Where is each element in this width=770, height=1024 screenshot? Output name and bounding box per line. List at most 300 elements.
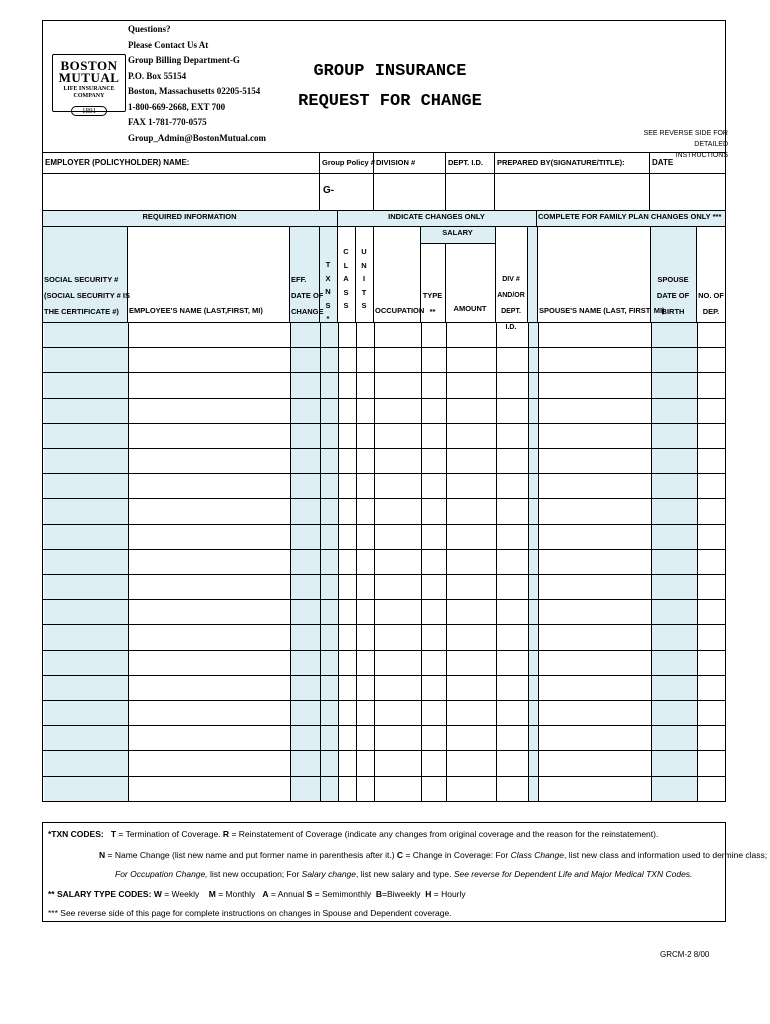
- txn-cell[interactable]: [320, 701, 338, 725]
- div-cell[interactable]: [496, 474, 528, 498]
- dept-field[interactable]: [447, 175, 492, 209]
- table-row: [42, 777, 726, 802]
- col-units: U N I T S: [361, 247, 367, 310]
- spacer-cell: [528, 449, 538, 473]
- employee-name-cell[interactable]: [128, 676, 290, 700]
- spouse-dob-cell[interactable]: [651, 449, 697, 473]
- spouse-name-cell[interactable]: [538, 701, 651, 725]
- footer-txn-line2: N = Name Change (list new name and put former name in parenthesis after it.) C = Change in Coverage: For Class Change, list new class and information used to dermine class;: [99, 850, 768, 860]
- txn-cell[interactable]: [320, 399, 338, 423]
- units-cell[interactable]: [356, 399, 374, 423]
- eff-date-cell[interactable]: [290, 575, 320, 599]
- division-field[interactable]: [375, 175, 443, 209]
- units-cell[interactable]: [356, 525, 374, 549]
- employee-name-cell[interactable]: [128, 701, 290, 725]
- class-cell[interactable]: [338, 550, 356, 574]
- spouse-name-cell[interactable]: [538, 600, 651, 624]
- table-row: [42, 625, 726, 650]
- units-cell[interactable]: [356, 373, 374, 397]
- spouse-dob-cell[interactable]: [651, 373, 697, 397]
- class-cell[interactable]: [338, 474, 356, 498]
- employee-name-cell[interactable]: [128, 777, 290, 801]
- occupation-cell[interactable]: [374, 550, 421, 574]
- spouse-dob-cell[interactable]: [651, 550, 697, 574]
- indicate-changes-header: INDICATE CHANGES ONLY: [388, 212, 485, 221]
- txn-cell[interactable]: [320, 575, 338, 599]
- col-spouse-dob: SPOUSE DATE OF BIRTH: [656, 275, 690, 316]
- salary-type-cell[interactable]: [421, 701, 446, 725]
- ssn-cell[interactable]: [44, 625, 128, 649]
- spouse-dob-cell[interactable]: [651, 348, 697, 372]
- txn-cell[interactable]: [320, 373, 338, 397]
- salary-type-cell[interactable]: [421, 651, 446, 675]
- units-cell[interactable]: [356, 676, 374, 700]
- employee-name-cell[interactable]: [128, 550, 290, 574]
- footer-spouse-note: *** See reverse side of this page for complete instructions on changes in Spouse and Dependent coverage.: [48, 908, 452, 918]
- occupation-cell[interactable]: [374, 726, 421, 750]
- employee-name-cell[interactable]: [128, 651, 290, 675]
- spouse-name-cell[interactable]: [538, 323, 651, 347]
- no-dep-cell[interactable]: [697, 399, 727, 423]
- class-cell[interactable]: [338, 399, 356, 423]
- txn-cell[interactable]: [320, 751, 338, 775]
- div-cell[interactable]: [496, 424, 528, 448]
- units-cell[interactable]: [356, 701, 374, 725]
- table-row: [42, 449, 726, 474]
- no-dep-cell[interactable]: [697, 373, 727, 397]
- eff-date-cell[interactable]: [290, 449, 320, 473]
- eff-date-cell[interactable]: [290, 424, 320, 448]
- div-cell[interactable]: [496, 777, 528, 801]
- spouse-name-cell[interactable]: [538, 575, 651, 599]
- txn-cell[interactable]: [320, 726, 338, 750]
- salary-amount-cell[interactable]: [446, 751, 496, 775]
- family-plan-header: COMPLETE FOR FAMILY PLAN CHANGES ONLY ***: [538, 212, 722, 221]
- no-dep-cell[interactable]: [697, 424, 727, 448]
- div-cell[interactable]: [496, 348, 528, 372]
- salary-amount-cell[interactable]: [446, 499, 496, 523]
- class-cell[interactable]: [338, 525, 356, 549]
- class-cell[interactable]: [338, 701, 356, 725]
- salary-amount-cell[interactable]: [446, 449, 496, 473]
- txn-cell[interactable]: [320, 424, 338, 448]
- spouse-name-cell[interactable]: [538, 726, 651, 750]
- div-cell[interactable]: [496, 751, 528, 775]
- spouse-dob-cell[interactable]: [651, 751, 697, 775]
- employee-name-cell[interactable]: [128, 625, 290, 649]
- spacer-cell: [528, 323, 538, 347]
- salary-type-cell[interactable]: [421, 676, 446, 700]
- div-cell[interactable]: [496, 726, 528, 750]
- class-cell[interactable]: [338, 676, 356, 700]
- employee-name-cell[interactable]: [128, 751, 290, 775]
- div-cell[interactable]: [496, 600, 528, 624]
- employer-label: EMPLOYER (POLICYHOLDER) NAME:: [45, 158, 190, 167]
- salary-amount-cell[interactable]: [446, 575, 496, 599]
- no-dep-cell[interactable]: [697, 550, 727, 574]
- units-cell[interactable]: [356, 550, 374, 574]
- salary-amount-cell[interactable]: [446, 676, 496, 700]
- ssn-cell[interactable]: [44, 751, 128, 775]
- no-dep-cell[interactable]: [697, 777, 727, 801]
- col-eff-date: EFF. DATE OF CHANGE: [291, 275, 324, 316]
- div-cell[interactable]: [496, 625, 528, 649]
- spouse-name-cell[interactable]: [538, 651, 651, 675]
- spouse-dob-cell[interactable]: [651, 499, 697, 523]
- ssn-cell[interactable]: [44, 348, 128, 372]
- div-cell[interactable]: [496, 449, 528, 473]
- txn-cell[interactable]: [320, 550, 338, 574]
- contact-email: Group_Admin@BostonMutual.com: [128, 132, 266, 143]
- eff-date-cell[interactable]: [290, 676, 320, 700]
- salary-amount-cell[interactable]: [446, 424, 496, 448]
- units-cell[interactable]: [356, 348, 374, 372]
- txn-cell[interactable]: [320, 525, 338, 549]
- ssn-cell[interactable]: [44, 676, 128, 700]
- table-row: [42, 550, 726, 575]
- class-cell[interactable]: [338, 575, 356, 599]
- employee-name-cell[interactable]: [128, 348, 290, 372]
- spouse-dob-cell[interactable]: [651, 575, 697, 599]
- ssn-cell[interactable]: [44, 449, 128, 473]
- class-cell[interactable]: [338, 424, 356, 448]
- salary-type-cell[interactable]: [421, 625, 446, 649]
- salary-amount-cell[interactable]: [446, 651, 496, 675]
- employee-name-cell[interactable]: [128, 323, 290, 347]
- spouse-name-cell[interactable]: [538, 525, 651, 549]
- eff-date-cell[interactable]: [290, 474, 320, 498]
- spacer-cell: [528, 726, 538, 750]
- spouse-name-cell[interactable]: [538, 777, 651, 801]
- salary-amount-cell[interactable]: [446, 726, 496, 750]
- units-cell[interactable]: [356, 575, 374, 599]
- eff-date-cell[interactable]: [290, 625, 320, 649]
- spouse-name-cell[interactable]: [538, 676, 651, 700]
- prepared-by-field[interactable]: [496, 175, 647, 209]
- ssn-cell[interactable]: [44, 600, 128, 624]
- txn-cell[interactable]: [320, 499, 338, 523]
- txn-cell[interactable]: [320, 651, 338, 675]
- div-cell[interactable]: [496, 373, 528, 397]
- occupation-cell[interactable]: [374, 777, 421, 801]
- no-dep-cell[interactable]: [697, 676, 727, 700]
- class-cell[interactable]: [338, 651, 356, 675]
- eff-date-cell[interactable]: [290, 600, 320, 624]
- salary-type-cell[interactable]: [421, 600, 446, 624]
- spouse-dob-cell[interactable]: [651, 676, 697, 700]
- occupation-cell[interactable]: [374, 373, 421, 397]
- table-row: [42, 424, 726, 449]
- no-dep-cell[interactable]: [697, 499, 727, 523]
- salary-amount-cell[interactable]: [446, 373, 496, 397]
- eff-date-cell[interactable]: [290, 777, 320, 801]
- ssn-cell[interactable]: [44, 424, 128, 448]
- salary-type-cell[interactable]: [421, 777, 446, 801]
- units-cell[interactable]: [356, 625, 374, 649]
- eff-date-cell[interactable]: [290, 399, 320, 423]
- no-dep-cell[interactable]: [697, 449, 727, 473]
- spouse-name-cell[interactable]: [538, 449, 651, 473]
- group-policy-field[interactable]: G-: [323, 185, 335, 196]
- salary-type-cell[interactable]: [421, 575, 446, 599]
- employee-name-cell[interactable]: [128, 474, 290, 498]
- txn-cell[interactable]: [320, 600, 338, 624]
- spouse-dob-cell[interactable]: [651, 323, 697, 347]
- ssn-cell[interactable]: [44, 373, 128, 397]
- col-spouse-name: SPOUSE'S NAME (LAST, FIRST, MI): [539, 306, 665, 315]
- div-cell[interactable]: [496, 550, 528, 574]
- occupation-cell[interactable]: [374, 499, 421, 523]
- spouse-dob-cell[interactable]: [651, 474, 697, 498]
- class-cell[interactable]: [338, 777, 356, 801]
- no-dep-cell[interactable]: [697, 474, 727, 498]
- occupation-cell[interactable]: [374, 399, 421, 423]
- salary-amount-cell[interactable]: [446, 474, 496, 498]
- employee-name-cell[interactable]: [128, 600, 290, 624]
- txn-cell[interactable]: [320, 449, 338, 473]
- no-dep-cell[interactable]: [697, 701, 727, 725]
- occupation-cell[interactable]: [374, 449, 421, 473]
- eff-date-cell[interactable]: [290, 751, 320, 775]
- class-cell[interactable]: [338, 600, 356, 624]
- employee-name-cell[interactable]: [128, 373, 290, 397]
- units-cell[interactable]: [356, 474, 374, 498]
- salary-type-cell[interactable]: [421, 348, 446, 372]
- class-cell[interactable]: [338, 373, 356, 397]
- table-row: [42, 726, 726, 751]
- employee-name-cell[interactable]: [128, 499, 290, 523]
- no-dep-cell[interactable]: [697, 575, 727, 599]
- salary-amount-cell[interactable]: [446, 399, 496, 423]
- eff-date-cell[interactable]: [290, 373, 320, 397]
- ssn-cell[interactable]: [44, 651, 128, 675]
- col-div: DIV # AND/OR DEPT. I.D.: [497, 276, 525, 331]
- eff-date-cell[interactable]: [290, 525, 320, 549]
- salary-amount-cell[interactable]: [446, 600, 496, 624]
- div-cell[interactable]: [496, 676, 528, 700]
- units-cell[interactable]: [356, 651, 374, 675]
- eff-date-cell[interactable]: [290, 726, 320, 750]
- ssn-cell[interactable]: [44, 323, 128, 347]
- salary-type-cell[interactable]: [421, 726, 446, 750]
- spouse-dob-cell[interactable]: [651, 651, 697, 675]
- units-cell[interactable]: [356, 726, 374, 750]
- occupation-cell[interactable]: [374, 600, 421, 624]
- ssn-cell[interactable]: [44, 726, 128, 750]
- occupation-cell[interactable]: [374, 625, 421, 649]
- salary-type-cell[interactable]: [421, 399, 446, 423]
- units-cell[interactable]: [356, 600, 374, 624]
- spouse-name-cell[interactable]: [538, 373, 651, 397]
- spacer-cell: [528, 348, 538, 372]
- salary-amount-cell[interactable]: [446, 625, 496, 649]
- salary-amount-cell[interactable]: [446, 701, 496, 725]
- spacer-cell: [528, 777, 538, 801]
- ssn-cell[interactable]: [44, 575, 128, 599]
- spacer-cell: [528, 701, 538, 725]
- occupation-cell[interactable]: [374, 751, 421, 775]
- table-row: [42, 676, 726, 701]
- salary-type-cell[interactable]: [421, 751, 446, 775]
- units-cell[interactable]: [356, 323, 374, 347]
- occupation-cell[interactable]: [374, 348, 421, 372]
- spouse-name-cell[interactable]: [538, 348, 651, 372]
- occupation-cell[interactable]: [374, 651, 421, 675]
- salary-type-cell[interactable]: [421, 373, 446, 397]
- spacer-cell: [528, 474, 538, 498]
- salary-amount-cell[interactable]: [446, 348, 496, 372]
- salary-amount-cell[interactable]: [446, 777, 496, 801]
- salary-type-cell[interactable]: [421, 474, 446, 498]
- spouse-dob-cell[interactable]: [651, 726, 697, 750]
- employee-name-cell[interactable]: [128, 449, 290, 473]
- ssn-cell[interactable]: [44, 777, 128, 801]
- salary-type-cell[interactable]: [421, 449, 446, 473]
- units-cell[interactable]: [356, 777, 374, 801]
- div-cell[interactable]: [496, 525, 528, 549]
- no-dep-cell[interactable]: [697, 348, 727, 372]
- class-cell[interactable]: [338, 499, 356, 523]
- no-dep-cell[interactable]: [697, 751, 727, 775]
- div-cell[interactable]: [496, 323, 528, 347]
- div-cell[interactable]: [496, 651, 528, 675]
- ssn-cell[interactable]: [44, 550, 128, 574]
- col-salary-type: TYPE **: [422, 291, 443, 316]
- spouse-name-cell[interactable]: [538, 424, 651, 448]
- employee-name-cell[interactable]: [128, 525, 290, 549]
- no-dep-cell[interactable]: [697, 600, 727, 624]
- salary-type-cell[interactable]: [421, 424, 446, 448]
- salary-type-cell[interactable]: [421, 323, 446, 347]
- table-row: [42, 701, 726, 726]
- col-class: C L A S S: [343, 247, 349, 310]
- spouse-dob-cell[interactable]: [651, 525, 697, 549]
- table-row: [42, 525, 726, 550]
- div-cell[interactable]: [496, 575, 528, 599]
- occupation-cell[interactable]: [374, 474, 421, 498]
- class-cell[interactable]: [338, 625, 356, 649]
- company-logo: BOSTON MUTUAL LIFE INSURANCE COMPANY - 1891 -: [52, 54, 126, 112]
- ssn-cell[interactable]: [44, 474, 128, 498]
- eff-date-cell[interactable]: [290, 348, 320, 372]
- employee-name-cell[interactable]: [128, 424, 290, 448]
- contact-line: Questions?: [128, 24, 171, 34]
- occupation-cell[interactable]: [374, 575, 421, 599]
- form-title-line1: GROUP INSURANCE: [313, 62, 467, 81]
- salary-amount-cell[interactable]: [446, 550, 496, 574]
- eff-date-cell[interactable]: [290, 499, 320, 523]
- spouse-name-cell[interactable]: [538, 399, 651, 423]
- employee-name-cell[interactable]: [128, 399, 290, 423]
- txn-cell[interactable]: [320, 474, 338, 498]
- salary-type-cell[interactable]: [421, 525, 446, 549]
- spouse-name-cell[interactable]: [538, 625, 651, 649]
- spouse-name-cell[interactable]: [538, 499, 651, 523]
- table-row: [42, 651, 726, 676]
- eff-date-cell[interactable]: [290, 651, 320, 675]
- salary-type-cell[interactable]: [421, 550, 446, 574]
- occupation-cell[interactable]: [374, 701, 421, 725]
- table-row: [42, 575, 726, 600]
- div-cell[interactable]: [496, 701, 528, 725]
- txn-cell[interactable]: [320, 777, 338, 801]
- employee-name-cell[interactable]: [128, 726, 290, 750]
- occupation-cell[interactable]: [374, 424, 421, 448]
- col-salary-amount: AMOUNT: [453, 304, 487, 313]
- eff-date-cell[interactable]: [290, 550, 320, 574]
- spouse-dob-cell[interactable]: [651, 600, 697, 624]
- div-cell[interactable]: [496, 499, 528, 523]
- ssn-cell[interactable]: [44, 399, 128, 423]
- units-cell[interactable]: [356, 449, 374, 473]
- group-policy-label: Group Policy #: [322, 158, 375, 167]
- txn-cell[interactable]: [320, 625, 338, 649]
- no-dep-cell[interactable]: [697, 323, 727, 347]
- spacer-cell: [528, 600, 538, 624]
- prepared-by-label: PREPARED BY(SIGNATURE/TITLE):: [497, 158, 625, 167]
- employee-name-cell[interactable]: [128, 575, 290, 599]
- class-cell[interactable]: [338, 323, 356, 347]
- salary-amount-cell[interactable]: [446, 525, 496, 549]
- no-dep-cell[interactable]: [697, 726, 727, 750]
- ssn-cell[interactable]: [44, 525, 128, 549]
- spacer-cell: [528, 499, 538, 523]
- employer-name-field[interactable]: [44, 175, 317, 209]
- spacer-cell: [528, 676, 538, 700]
- spacer-cell: [528, 525, 538, 549]
- form-code: GRCM-2 8/00: [660, 950, 710, 959]
- ssn-cell[interactable]: [44, 499, 128, 523]
- spouse-dob-cell[interactable]: [651, 777, 697, 801]
- salary-amount-cell[interactable]: [446, 323, 496, 347]
- spouse-name-cell[interactable]: [538, 550, 651, 574]
- division-label: DIVISION #: [376, 158, 416, 167]
- occupation-cell[interactable]: [374, 323, 421, 347]
- spouse-dob-cell[interactable]: [651, 399, 697, 423]
- eff-date-cell[interactable]: [290, 323, 320, 347]
- contact-line: P.O. Box 55154: [128, 70, 187, 81]
- occupation-cell[interactable]: [374, 525, 421, 549]
- date-field[interactable]: [651, 175, 724, 209]
- spouse-dob-cell[interactable]: [651, 701, 697, 725]
- spouse-name-cell[interactable]: [538, 751, 651, 775]
- spouse-dob-cell[interactable]: [651, 424, 697, 448]
- occupation-cell[interactable]: [374, 676, 421, 700]
- salary-type-cell[interactable]: [421, 499, 446, 523]
- class-cell[interactable]: [338, 348, 356, 372]
- no-dep-cell[interactable]: [697, 651, 727, 675]
- class-cell[interactable]: [338, 726, 356, 750]
- ssn-cell[interactable]: [44, 701, 128, 725]
- txn-cell[interactable]: [320, 323, 338, 347]
- units-cell[interactable]: [356, 424, 374, 448]
- txn-cell[interactable]: [320, 676, 338, 700]
- div-cell[interactable]: [496, 399, 528, 423]
- units-cell[interactable]: [356, 751, 374, 775]
- spacer-cell: [528, 575, 538, 599]
- units-cell[interactable]: [356, 499, 374, 523]
- class-cell[interactable]: [338, 751, 356, 775]
- eff-date-cell[interactable]: [290, 701, 320, 725]
- class-cell[interactable]: [338, 449, 356, 473]
- no-dep-cell[interactable]: [697, 625, 727, 649]
- spacer-cell: [528, 373, 538, 397]
- contact-info: [128, 22, 266, 146]
- spouse-dob-cell[interactable]: [651, 625, 697, 649]
- txn-cell[interactable]: [320, 348, 338, 372]
- spouse-name-cell[interactable]: [538, 474, 651, 498]
- no-dep-cell[interactable]: [697, 525, 727, 549]
